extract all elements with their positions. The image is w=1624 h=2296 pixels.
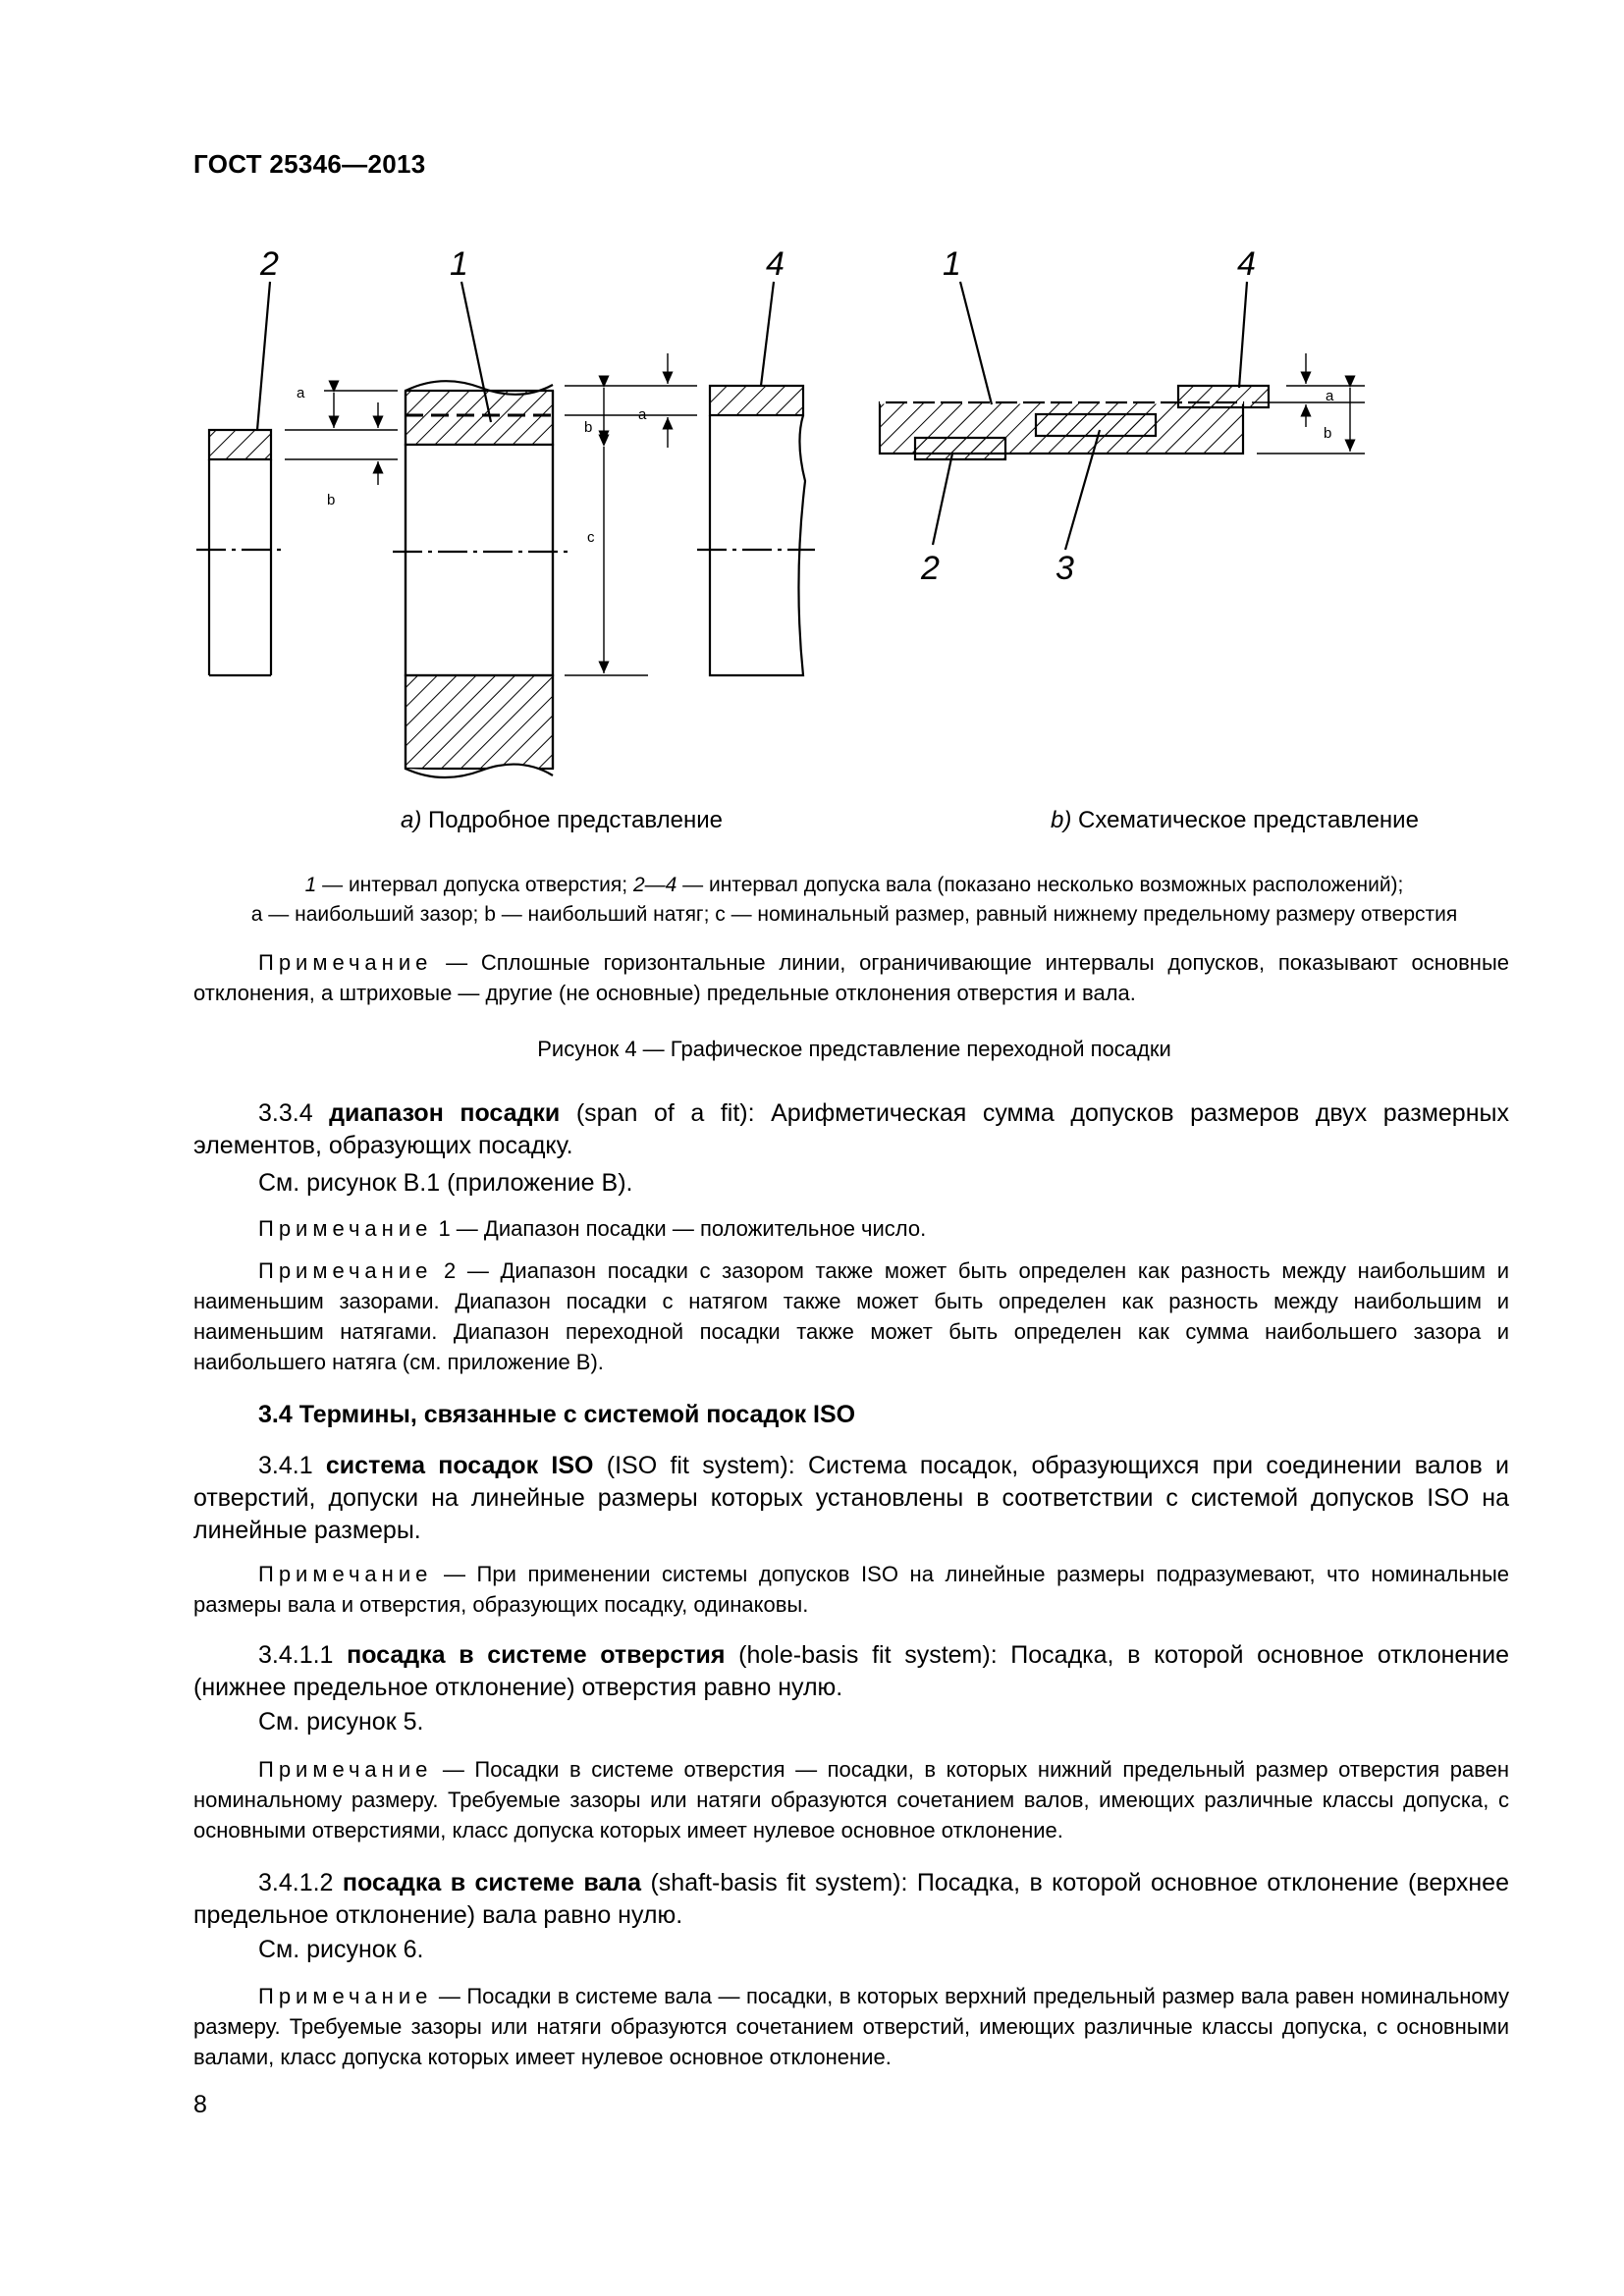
shaft-zone-3	[1036, 414, 1156, 436]
document-header: ГОСТ 25346—2013	[193, 149, 426, 179]
clause-3-4-1-1-note: Примечание — Посадки в системе отверстия — посадки, в которых нижний предельный размер отверстия равен номинальному размеру. Требуемые зазоры или натяги образуются сочетанием валов, имеющих различные классы допуска, с основными отверстиями, класс допуска которых имеет нулевое основное отклонение.	[193, 1757, 1509, 1842]
section-3-4-heading: 3.4 Термины, связанные с системой посадок ISO	[258, 1401, 856, 1428]
hole-1-lower-body	[406, 675, 553, 769]
dim-b-left: b	[327, 492, 336, 508]
clause-3-4-1-1: 3.4.1.1 посадка в системе отверстия (hole-basis fit system): Посадка, в которой основное отклонение (нижнее предельное отклонение) отверстия равно нулю.	[193, 1641, 1510, 1701]
shaft-2-tolerance-zone	[209, 430, 271, 459]
clause-3-4-1: 3.4.1 система посадок ISO (ISO fit system): Система посадок, образующихся при соединении валов и отверстий, допуски на линейные размеры которых установлены в соответствии с системой допусков ISO на линейные размеры.	[193, 1452, 1509, 1544]
page-number: 8	[193, 2091, 207, 2118]
hole-1-upper-zone	[406, 391, 553, 445]
clause-3-3-4-note-2: Примечание 2 — Диапазон посадки с зазором также может быть определен как разность между наибольшим и наименьшим зазорами. Диапазон посадки с натягом также может быть определен как разность между наибольшим и наименьшим натягами. Диапазон переходной посадки также может быть определен как сумма наибольшего зазора и наибольшего натяга (см. приложение B).	[193, 1258, 1509, 1374]
caption-a: a) Подробное представление	[401, 807, 723, 833]
legend-line-2: a — наибольший зазор; b — наибольший натяг; c — номинальный размер, равный нижнему предельному размеру отверстия	[250, 903, 1458, 926]
figure-note: Примечание — Сплошные горизонтальные линии, ограничивающие интервалы допусков, показывают основные отклонения, а штриховые — другие (не основные) предельные отклонения отверстия и вала.	[193, 950, 1509, 1005]
label-left-2: 2	[260, 245, 279, 283]
label-right-2: 2	[921, 550, 940, 587]
clause-3-4-1-note: Примечание — При применении системы допусков ISO на линейные размеры подразумевают, что номинальные размеры вала и отверстия, образующих посадку, одинаковы.	[193, 1562, 1509, 1617]
clause-3-4-1-2-see: См. рисунок 6.	[258, 1936, 424, 1963]
dim-b-hole: b	[584, 419, 593, 436]
dim-a-left: a	[297, 385, 305, 401]
caption-b: b) Схематическое представление	[1051, 807, 1419, 833]
hole-1-bore	[406, 445, 553, 675]
figure-title: Рисунок 4 — Графическое представление переходной посадки	[537, 1037, 1171, 1061]
clause-3-4-1-1-see: См. рисунок 5.	[258, 1708, 424, 1735]
shaft-zone-4	[1178, 386, 1269, 407]
label-left-4: 4	[766, 245, 785, 283]
figure-legend	[196, 871, 1512, 930]
shaft-4-body	[710, 415, 805, 675]
dim-a-hole: a	[638, 406, 647, 423]
label-left-1: 1	[450, 245, 468, 283]
clause-3-3-4-note-1: Примечание 1 — Диапазон посадки — положительное число.	[258, 1216, 927, 1241]
dim-b-right: b	[1324, 425, 1332, 442]
label-right-3: 3	[1056, 550, 1074, 587]
label-right-4: 4	[1237, 245, 1256, 283]
dim-c: c	[587, 529, 595, 546]
shaft-4-tolerance-zone	[710, 386, 803, 415]
figure-4-drawing	[187, 226, 1542, 795]
shaft-2-body	[209, 459, 271, 675]
shaft-zone-2	[915, 438, 1005, 459]
clause-3-4-1-2-note: Примечание — Посадки в системе вала — посадки, в которых верхний предельный размер вала равен номинальному размеру. Требуемые зазоры или натяги образуются сочетанием отверстий, имеющих различные классы допуска, с основными валами, класс допуска которых имеет нулевое основное отклонение.	[193, 1984, 1509, 2069]
clause-3-4-1-2: 3.4.1.2 посадка в системе вала (shaft-basis fit system): Посадка, в которой основное отклонение (верхнее предельное отклонение) вала равно нулю.	[193, 1869, 1509, 1929]
dim-a-right: a	[1326, 388, 1334, 404]
clause-3-3-4-see: См. рисунок B.1 (приложение B).	[258, 1169, 633, 1197]
label-right-1: 1	[943, 245, 961, 283]
clause-3-3-4: 3.3.4 диапазон посадки (span of a fit): Арифметическая сумма допусков размеров двух размерных элементов, образующих посадку.	[193, 1099, 1509, 1159]
legend-line-1: 1 — интервал допуска отверстия; 2—4 — интервал допуска вала (показано несколько возможных расположений);	[304, 874, 1404, 896]
